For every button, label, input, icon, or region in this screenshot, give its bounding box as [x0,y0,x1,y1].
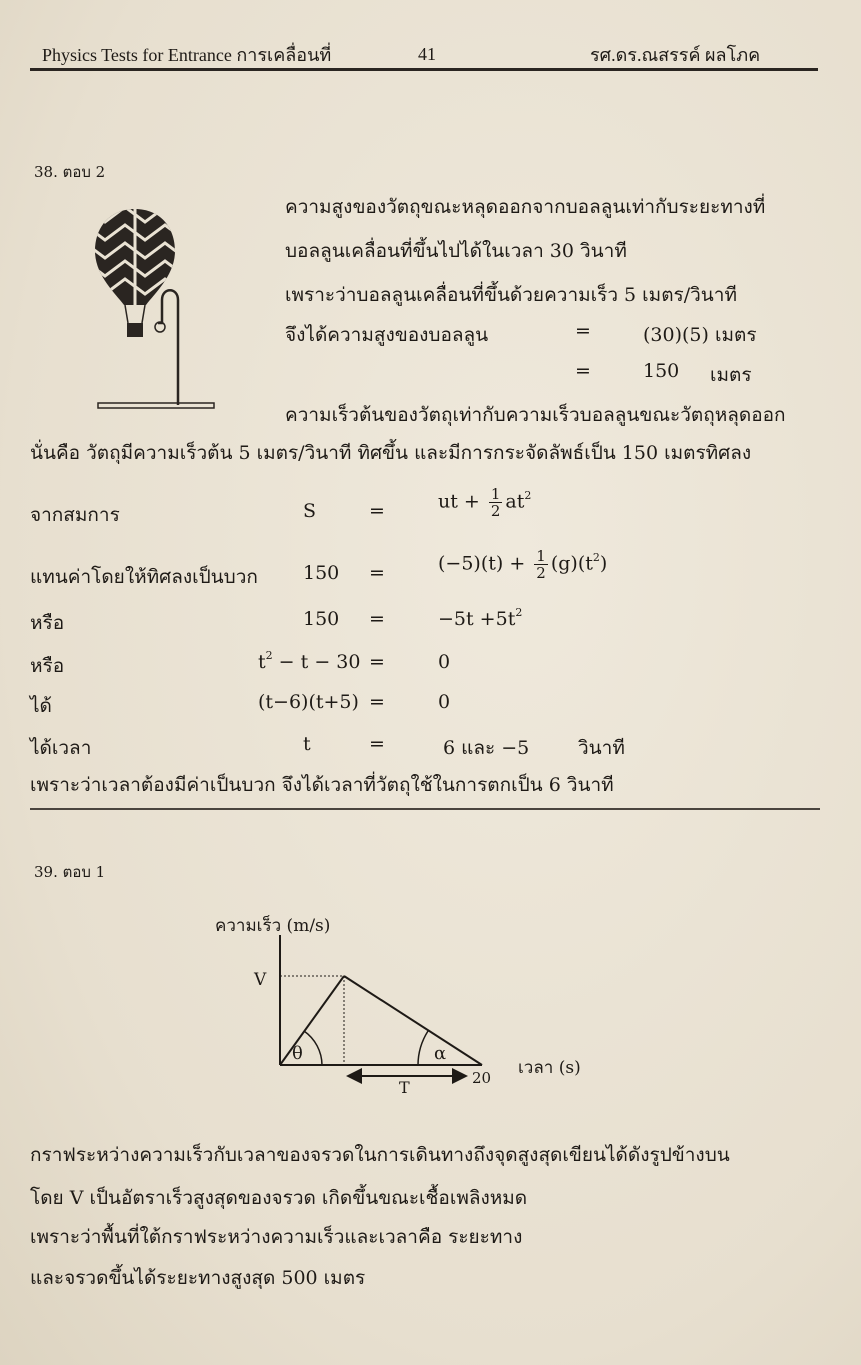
header-right: รศ.ดร.ณสรรค์ ผลโภค [590,45,761,65]
eq2-value: 150 [643,360,680,382]
graph-alpha-arc [418,1031,428,1065]
row0-sup: 2 [524,488,532,502]
row1-sup: 2 [592,550,600,564]
hot-air-balloon-illustration [90,205,220,415]
row0-rhs-a: ut + [438,490,486,513]
graph-xlabel: เวลา (s) [518,1058,581,1078]
row1-eq: = [369,562,385,584]
q39-heading: 39. ตอบ 1 [34,863,106,881]
section-divider [30,808,820,810]
row0-eq: = [369,500,385,522]
graph-end-label: 20 [472,1069,492,1087]
eq1-sign: = [575,320,591,342]
row3-lhs: $t^2 - t - 30$ [258,649,361,673]
row5-unit: วินาที [578,737,625,759]
row1-rhs-a: (−5)(t) + [438,552,532,575]
header-left: Physics Tests for Entrance การเคลื่อนที่ [42,45,332,65]
eq1-value: (30)(5) เมตร [643,324,757,346]
graph-fall-line [344,976,482,1065]
row0-lhs: S [303,500,317,522]
graph-t-label: T [399,1078,410,1095]
eq2-sign: = [575,360,591,382]
so-line: นั่นคือ วัตถุมีความเร็วต้น 5 เมตร/วินาที ทิศขึ้น และมีการกระจัดลัพธ์เป็น 150 เมตรทิศลง [30,442,752,464]
row4-rhs: 0 [438,691,451,713]
q39-line-3: เพราะว่าพื้นที่ใต้กราฟระหว่างความเร็วและเวลาคือ ระยะทาง [30,1226,523,1248]
row4-lhs: (t−6)(t+5) [258,691,359,713]
velocity-time-graph [240,935,500,1095]
row2-eq: = [369,608,385,630]
row3-label: หรือ [30,655,65,677]
q38-line-2: บอลลูนเคลื่อนที่ขึ้นไปได้ในเวลา 30 วินาที [285,240,627,262]
q39-line-2: โดย V เป็นอัตราเร็วสูงสุดของจรวด เกิดขึ้นขณะเชื้อเพลิงหมด [30,1187,528,1209]
graph-theta-label: θ [292,1043,303,1064]
height-label: จึงได้ความสูงของบอลลูน [285,324,489,346]
q39-line-1: กราฟระหว่างความเร็วกับเวลาของจรวดในการเดินทางถึงจุดสูงสุดเขียนได้ดังรูปข้างบน [30,1144,730,1166]
velocity-line: ความเร็วต้นของวัตถุเท่ากับความเร็วบอลลูนขณะวัตถุหลุดออก [285,404,786,426]
row0-fraction: $\frac{1}{2}$ [490,485,501,520]
q38-line-3: เพราะว่าบอลลูนเคลื่อนที่ขึ้นด้วยความเร็ว 5 เมตร/วินาที [285,284,737,306]
row2-label: หรือ [30,612,65,634]
row3-rhs: 0 [438,651,451,673]
row1-lhs: 150 [303,562,340,584]
q38-heading: 38. ตอบ 2 [34,163,106,181]
row5-label: ได้เวลา [30,737,92,759]
page-number: 41 [418,44,436,64]
row1-label: แทนค่าโดยให้ทิศลงเป็นบวก [30,566,258,588]
row4-label: ได้ [30,695,52,717]
row1-rhs-c: ) [599,552,608,575]
header-rule [30,68,818,71]
row1-rhs-b: (g)(t [550,552,593,575]
row3-eq: = [369,651,385,673]
eq2-unit: เมตร [710,364,752,386]
q38-line-1: ความสูงของวัตถุขณะหลุดออกจากบอลลูนเท่ากับระยะทางที่ [285,196,766,218]
row0-rhs [438,486,531,519]
row2-lhs: 150 [303,608,340,630]
row1-rhs [438,548,607,581]
graph-ylabel: ความเร็ว (m/s) [215,916,331,936]
graph-rise-line [280,976,344,1065]
q38-conclusion: เพราะว่าเวลาต้องมีค่าเป็นบวก จึงได้เวลาที่วัตถุใช้ในการตกเป็น 6 วินาที [30,774,614,796]
row4-eq: = [369,691,385,713]
graph-theta-arc [304,1031,322,1065]
row2-rhs: $-5t +5t^2$ [438,606,523,630]
graph-alpha-label: α [434,1043,447,1064]
row0-rhs-b: at [505,490,525,513]
row5-eq: = [369,733,385,755]
row0-label: จากสมการ [30,504,120,526]
q39-line-4: และจรวดขึ้นได้ระยะทางสูงสุด 500 เมตร [30,1267,366,1289]
graph-v-label: V [254,970,267,990]
row5-rhs: 6 และ −5 [443,737,530,759]
row1-fraction: $\frac{1}{2}$ [536,547,546,582]
row5-lhs: t [303,733,311,755]
